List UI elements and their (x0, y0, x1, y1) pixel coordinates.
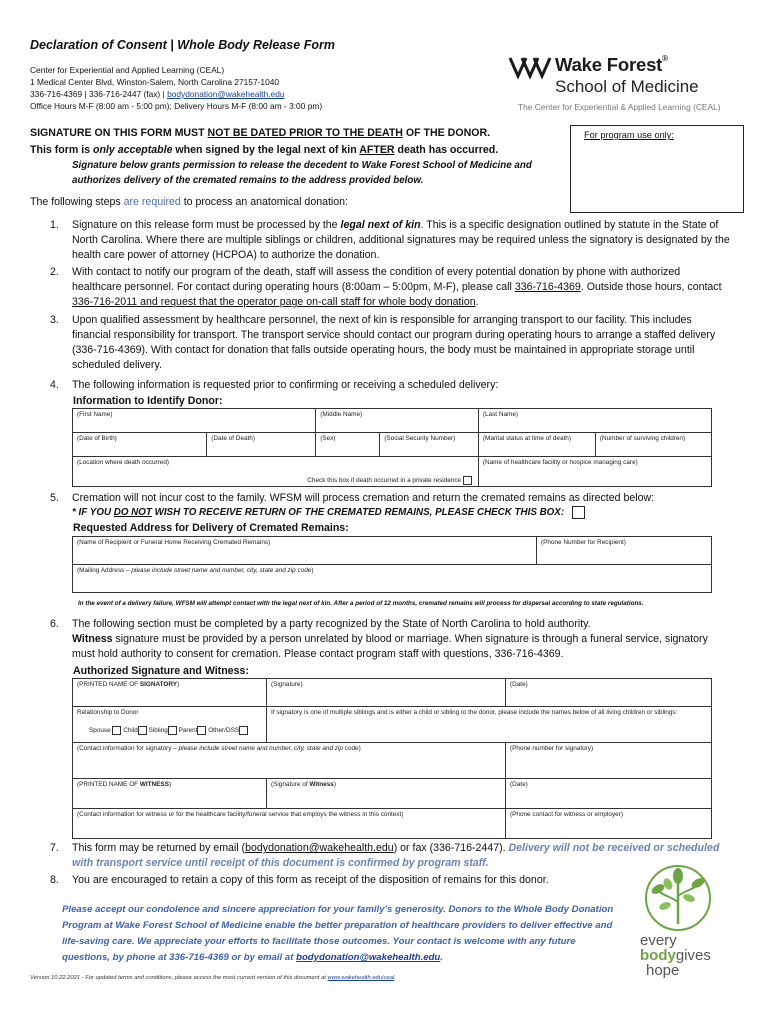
witness-contact-field[interactable] (73, 809, 506, 839)
program-use-label: For program use only: (584, 130, 674, 140)
leaf-tree-icon (634, 862, 722, 932)
item7-c: ) or fax (336-716-2447). (393, 842, 509, 854)
badge-every: every (640, 932, 677, 949)
other-checkbox[interactable] (239, 726, 248, 735)
dob-field[interactable] (73, 433, 207, 457)
notice-2a: This form is (30, 144, 93, 156)
sibling-label: Sibling (148, 727, 168, 735)
form-title: Declaration of Consent | Whole Body Release Form (30, 38, 335, 52)
logo-name (555, 54, 668, 76)
ssn-field[interactable] (380, 433, 479, 457)
logo-wordmark: Wake Forest (555, 54, 663, 75)
item-number: 3. (50, 314, 59, 326)
w-printed-b: WITNESS (139, 781, 169, 788)
notice-1b: NOT BE DATED PRIOR TO THE DEATH (207, 127, 403, 139)
optout-a: * IF YOU (72, 507, 114, 519)
permission-statement: Signature below grants permission to release the decedent to Wake Forest School of Medicine and authorizes delivery of the cremated remains to the address provided below. (72, 160, 532, 186)
delivery-failure-note: In the event of a delivery failure, WFSM will attempt contact with the legal next of kin. After a period of 12 months, cremated remains will process for dispersal according to state regulations. (78, 600, 644, 607)
printed-b: SIGNATORY (139, 681, 178, 688)
witness-signature-field[interactable] (267, 779, 506, 809)
notice-1a: SIGNATURE ON THIS FORM MUST (30, 127, 208, 139)
logo-school: School of Medicine (555, 77, 699, 96)
dob-label: (Date of Birth) (77, 435, 117, 442)
item6-c: signature must be provided by a person unrelated by blood or marriage. When signature is through a funeral service, signatory must hold authority to consent for cremation. Please contact program staff with questions, 336-716-4369. (72, 633, 708, 660)
badge-body: body (640, 947, 676, 964)
recipient-label: (Name of Recipient or Funeral Home Receiving Cremated Remains) (77, 539, 271, 546)
return-email-link[interactable]: bodydonation@wakehealth.edu (245, 842, 394, 854)
item2-a: With contact to notify our program of the death, staff will assess the condition of every potential donation by phone with authorized healthcare personnel. For contact during operating hours (8:00am – 5:00pm, M-F), please call (72, 266, 681, 293)
parent-checkbox[interactable] (197, 726, 206, 735)
first-name-label: (First Name) (77, 411, 113, 418)
steps-c: to process an anatomical donation: (180, 196, 349, 208)
item6-witness: Witness (72, 633, 113, 645)
sibling-checkbox[interactable] (168, 726, 177, 735)
ssn-label: (Social Security Number) (384, 435, 456, 442)
item-number: 6. (50, 618, 59, 630)
children-label: (Number of surviving children) (599, 435, 686, 442)
w-sig-a: (Signature of (271, 781, 310, 788)
item-number: 4. (50, 379, 59, 391)
signatory-signature-field[interactable] (267, 679, 506, 707)
item-text: Upon qualified assessment by healthcare personnel, the next of kin is responsible for arranging transport to our facility. This includes financial responsibility for transport. The transport service should contact our program during operating hours to arrange a staffed delivery (336-716-4369). With contact for donation that falls outside operating hours, the body must be maintained in appropriate storage until scheduled delivery. (72, 314, 716, 371)
item-number: 8. (50, 874, 59, 886)
item6-a: The following section must be completed by a party recognized by the State of North Carolina to hold authority. (72, 618, 591, 630)
mail-b: please include street name and number, city, state and zip code (131, 567, 312, 574)
first-name-field[interactable] (73, 409, 316, 433)
item2-c: . Outside those hours, contact (580, 281, 722, 293)
relationship-options (89, 726, 262, 735)
item-number: 7. (50, 842, 59, 854)
witness-phone-field[interactable] (506, 809, 712, 839)
sex-field[interactable] (316, 433, 380, 457)
location-field[interactable] (73, 457, 479, 487)
closing-email-link[interactable]: bodydonation@wakehealth.edu (296, 952, 441, 963)
notice-2d: AFTER (359, 144, 395, 156)
facility-field[interactable] (478, 457, 711, 487)
item-text (72, 218, 732, 263)
address-table (72, 536, 712, 593)
after-hours-link[interactable]: 336-716-2011 and request that the operator page on-call staff for whole body donation (72, 296, 476, 308)
email-link[interactable]: bodydonation@wakehealth.edu (167, 89, 285, 99)
location-label: (Location where death occurred) (77, 459, 170, 466)
signatory-date-field[interactable] (506, 679, 712, 707)
signature-table (72, 678, 712, 839)
cremation-optout (72, 506, 585, 519)
org-name: Center for Experiential and Applied Learning (CEAL) (30, 65, 225, 75)
sex-label: (Sex) (320, 435, 336, 442)
steps-intro (30, 196, 348, 208)
optout-checkbox[interactable] (572, 506, 585, 519)
w-phone-label: (Phone contact for witness or employer) (510, 811, 623, 818)
every-body-gives-hope (640, 933, 711, 978)
signature-notice (30, 125, 498, 159)
printed-c: ) (177, 681, 180, 688)
spouse-label: Spouse (89, 727, 111, 735)
witness-date-field[interactable] (506, 779, 712, 809)
notice-line-2 (30, 142, 498, 159)
version-end: . (394, 975, 396, 981)
signatory-name-field[interactable] (73, 679, 267, 707)
other-label: Other/DSS (208, 727, 240, 735)
dod-field[interactable] (207, 433, 316, 457)
phone-numbers: 336-716-4369 | 336-716-2447 (fax) | (30, 89, 165, 99)
item1-a: Signature on this release form must be processed by the (72, 219, 341, 231)
contact-c: ) (358, 745, 361, 752)
item-number: 1. (50, 219, 59, 231)
siblings-field[interactable] (267, 707, 712, 743)
closing-end: . (440, 952, 443, 963)
recipient-field[interactable] (73, 537, 537, 565)
program-use-box (570, 125, 744, 213)
w-contact-label: (Contact information for witness or for the healthcare facility/funeral service that employs the witness in this context) (77, 811, 404, 818)
last-name-label: (Last Name) (482, 411, 519, 418)
signatory-contact-field[interactable] (73, 743, 506, 779)
item-number: 5. (50, 492, 59, 504)
printed-a: (PRINTED NAME OF (77, 681, 140, 688)
registered-mark: ® (662, 54, 668, 63)
w-printed-c: ) (168, 781, 172, 788)
badge-gives: gives (675, 947, 711, 964)
notice-1c: OF THE DONOR. (402, 127, 491, 139)
notice-2c: when signed by the legal next of kin (172, 144, 360, 156)
recipient-phone-label: (Phone Number for Recipient) (541, 539, 626, 546)
item1-b: legal next of kin (340, 219, 421, 231)
last-name-field[interactable] (478, 409, 711, 433)
ceal-website-link[interactable]: www.wakehealth.edu/ceal (327, 975, 395, 981)
org-phones (30, 88, 322, 100)
contact-b: please include street name and number, city, state and zip code (178, 745, 359, 752)
donor-heading: Information to Identify Donor: (73, 395, 223, 407)
steps-a: The following steps (30, 196, 124, 208)
notice-line-1 (30, 125, 498, 142)
optout-b: DO NOT (113, 507, 152, 519)
dod-label: (Date of Death) (211, 435, 255, 442)
item-number: 2. (50, 266, 59, 278)
date-label: (Date) (510, 681, 528, 688)
optout-c: WISH TO RECEIVE RETURN OF THE CREMATED REMAINS, PLEASE CHECK THIS BOX: (151, 507, 565, 519)
w-date-label: (Date) (510, 781, 528, 788)
item-text: Cremation will not incur cost to the family. WFSM will process cremation and return the cremated remains as directed below: (72, 492, 655, 504)
logo-tagline: The Center for Experiential & Applied Learning (CEAL) (518, 102, 721, 112)
middle-name-field[interactable] (316, 409, 479, 433)
private-residence-label: Check this box if death occurred in a private residence (307, 477, 462, 485)
w-sig-b: Witness (309, 781, 334, 788)
closing-message (62, 902, 622, 966)
relationship-label: Relationship to Donor (77, 709, 139, 716)
w-sig-c: ) (333, 781, 336, 788)
item-text (72, 841, 732, 871)
marital-field[interactable] (478, 433, 595, 457)
version-text: Version 10.22.2021 - For updated terms and conditions, please access the most current version of this document at (30, 975, 328, 981)
mail-c: ) (311, 567, 314, 574)
closing-text: Please accept our condolence and sincere appreciation for your family’s generosity. Donors to the Whole Body Donation Program at Wake Forest School of Medicine enable the better preparation of healthcare providers to deliver effective and life-saving care. We appreciate your efforts to facilitate those outcomes. Your contact is welcome with any future questions, by phone at 336-716-4369 or by email at (62, 904, 614, 963)
signatory-phone-field[interactable] (506, 743, 712, 779)
parent-label: Parent (178, 727, 198, 735)
org-address: 1 Medical Center Blvd, Winston-Salem, North Carolina 27157-1040 (30, 77, 280, 87)
siblings-note: If signatory is one of multiple siblings and is either a child or sibling to the donor, please include the names below of all living children or siblings: (271, 709, 678, 716)
children-field[interactable] (595, 433, 711, 457)
signature-heading: Authorized Signature and Witness: (73, 665, 249, 677)
version-note (30, 975, 396, 981)
item-text: The following information is requested prior to confirming or receiving a scheduled delivery: (72, 379, 499, 391)
item1-c: . This is a specific designation outlined by statute in the State of North Carolina. Where there are multiple siblings or children, additional signatures may be required unless the signatory is designated by the health care power of attorney (HCPOA) to authorize the donation. (72, 219, 730, 261)
mailing-address-field[interactable] (73, 565, 712, 593)
recipient-phone-field[interactable] (537, 537, 712, 565)
spouse-checkbox[interactable] (112, 726, 121, 735)
middle-name-label: (Middle Name) (320, 411, 363, 418)
witness-name-field[interactable] (73, 779, 267, 809)
relationship-field (73, 707, 267, 743)
facility-label: (Name of healthcare facility or hospice managing care) (482, 459, 638, 466)
phone-link[interactable]: 336-716-4369 (514, 281, 581, 293)
item7-d: Delivery will not be received or scheduled with transport service until receipt of this document is confirmed by program staff. (72, 842, 720, 869)
signature-label: (Signature) (271, 681, 303, 688)
private-residence (307, 476, 472, 485)
badge-hope: hope (646, 962, 680, 979)
donor-table (72, 408, 712, 487)
contact-block (30, 64, 322, 112)
item2-e: . (475, 296, 479, 308)
item-text (72, 617, 732, 662)
office-hours: Office Hours M-F (8:00 am - 5:00 pm); Delivery Hours M-F (8:00 am - 3:00 pm) (30, 101, 323, 111)
phone-sig-label: (Phone number for signatory) (510, 745, 594, 752)
private-residence-checkbox[interactable] (463, 476, 472, 485)
w-printed-a: (PRINTED NAME OF (77, 781, 140, 788)
marital-label: (Marital status at time of death) (482, 435, 571, 442)
item7-a: This form may be returned by email ( (72, 842, 246, 854)
child-label: Child (123, 727, 138, 735)
address-heading: Requested Address for Delivery of Cremated Remains: (73, 522, 349, 534)
mail-a: (Mailing Address – (77, 567, 132, 574)
steps-required: are required (123, 196, 181, 208)
item-text (72, 265, 732, 310)
notice-2e: death has occurred. (394, 144, 499, 156)
child-checkbox[interactable] (138, 726, 147, 735)
notice-2b: only acceptable (92, 144, 173, 156)
item-text: You are encouraged to retain a copy of this form as receipt of the disposition of remains for this donor. (72, 874, 549, 886)
contact-a: (Contact information for signatory – (77, 745, 179, 752)
wake-forest-logo-icon (508, 54, 554, 80)
